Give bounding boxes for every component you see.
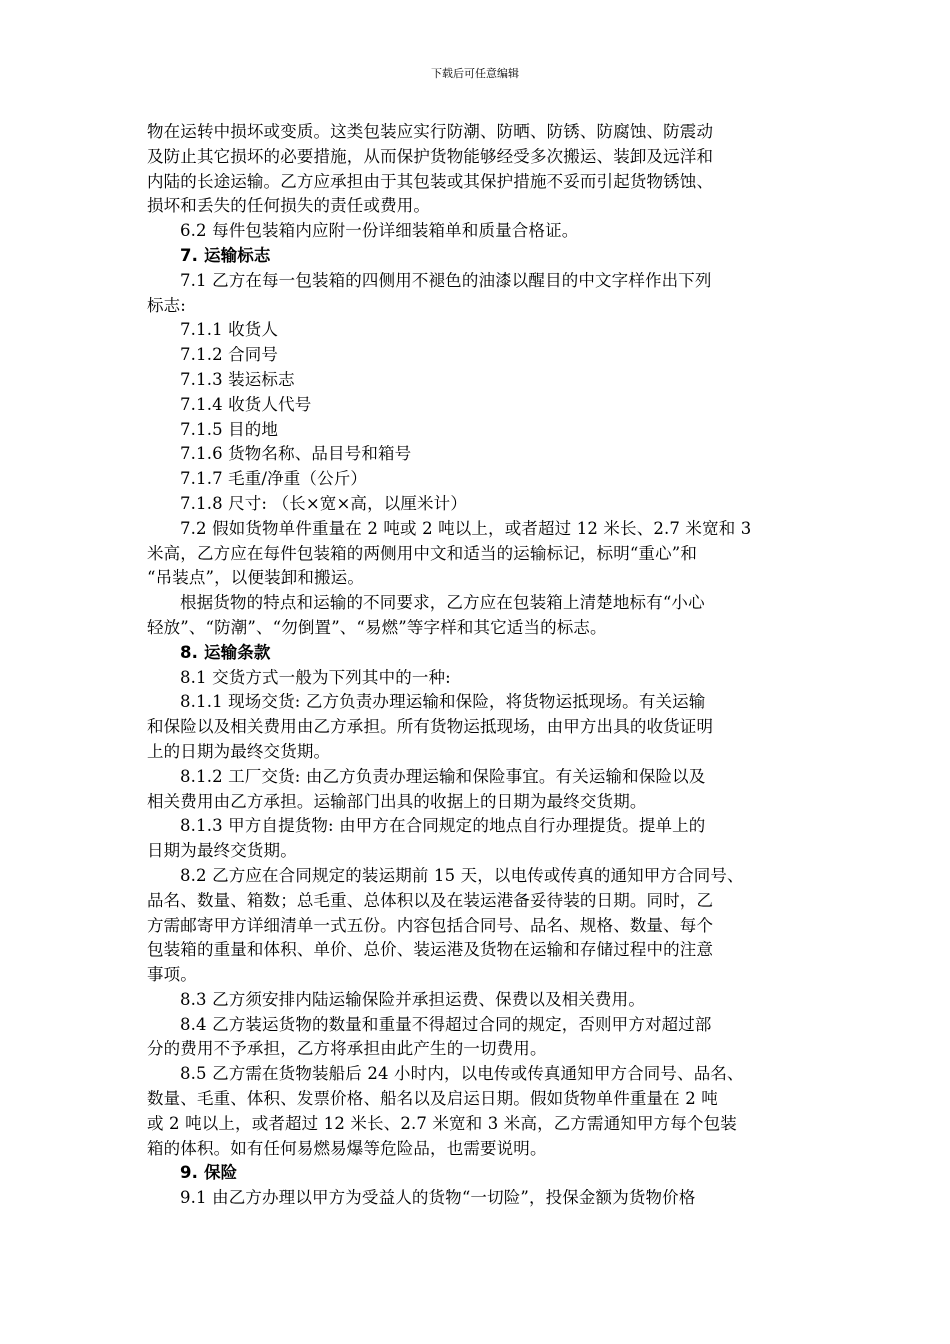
text-line: 8.1.3 甲方自提货物: 由甲方在合同规定的地点自行办理提货。提单上的 <box>180 816 706 836</box>
text-line: 内陆的长途运输。乙方应承担由于其包装或其保护措施不妥而引起货物锈蚀、 <box>147 171 714 191</box>
text-line: “吊装点”，以便装卸和搬运。 <box>147 568 364 588</box>
text-line: 7.1.7 毛重/净重（公斤） <box>180 469 368 489</box>
text-line: 事项。 <box>147 965 197 985</box>
text-line: 7.1.4 收货人代号 <box>180 394 312 414</box>
text-line: 分的费用不予承担，乙方将承担由此产生的一切费用。 <box>147 1039 547 1059</box>
text-line: 7.1 乙方在每一包装箱的四侧用不褪色的油漆以醒目的中文字样作出下列 <box>180 270 712 290</box>
text-line: 和保险以及相关费用由乙方承担。所有货物运抵现场，由甲方出具的收货证明 <box>147 717 714 737</box>
text-line: 7.1.3 装运标志 <box>180 369 295 389</box>
text-line: 8.1.1 现场交货: 乙方负责办理运输和保险，将货物运抵现场。有关运输 <box>180 692 706 712</box>
text-line: 包装箱的重量和体积、单价、总价、装运港及货物在运输和存储过程中的注意 <box>147 940 714 960</box>
text-line: 米高，乙方应在每件包装箱的两侧用中文和适当的运输标记，标明“重心”和 <box>147 543 697 563</box>
text-line: 轻放”、“防潮”、“勿倒置”、“易燃”等字样和其它适当的标志。 <box>147 617 607 637</box>
text-line: 8.1.2 工厂交货: 由乙方负责办理运输和保险事宜。有关运输和保险以及 <box>180 766 706 786</box>
text-line: 损坏和丢失的任何损失的责任或费用。 <box>147 196 431 216</box>
text-line: 7.1.8 尺寸: （长×宽×高，以厘米计） <box>180 493 467 513</box>
text-line: 7.1.6 货物名称、品目号和箱号 <box>180 444 412 464</box>
text-line: 7.1.2 合同号 <box>180 345 279 365</box>
section-heading: 7. 运输标志 <box>180 245 271 265</box>
text-line: 标志: <box>147 295 187 315</box>
text-line: 根据货物的特点和运输的不同要求，乙方应在包装箱上清楚地标有“小心 <box>180 593 705 613</box>
section-heading: 8. 运输条款 <box>180 642 271 662</box>
text-line: 日期为最终交货期。 <box>147 841 297 861</box>
text-line: 8.2 乙方应在合同规定的装运期前 15 天，以电传或传真的通知甲方合同号、 <box>180 865 744 885</box>
text-line: 7.2 假如货物单件重量在 2 吨或 2 吨以上，或者超过 12 米长、2.7 米宽和 3 <box>180 518 752 538</box>
text-line: 8.4 乙方装运货物的数量和重量不得超过合同的规定，否则甲方对超过部 <box>180 1014 712 1034</box>
text-line: 6.2 每件包装箱内应附一份详细装箱单和质量合格证。 <box>180 221 579 241</box>
text-line: 8.1 交货方式一般为下列其中的一种: <box>180 667 451 687</box>
text-line: 相关费用由乙方承担。运输部门出具的收据上的日期为最终交货期。 <box>147 791 647 811</box>
text-line: 及防止其它损坏的必要措施，从而保护货物能够经受多次搬运、装卸及远洋和 <box>147 146 714 166</box>
section-heading: 9. 保险 <box>180 1163 238 1183</box>
text-line: 8.3 乙方须安排内陆运输保险并承担运费、保费以及相关费用。 <box>180 989 645 1009</box>
text-line: 9.1 由乙方办理以甲方为受益人的货物“一切险”，投保金额为货物价格 <box>180 1188 696 1208</box>
text-line: 或 2 吨以上，或者超过 12 米长、2.7 米宽和 3 米高，乙方需通知甲方每个包装 <box>147 1113 737 1133</box>
text-line: 8.5 乙方需在货物装船后 24 小时内，以电传或传真通知甲方合同号、品名、 <box>180 1064 744 1084</box>
text-line: 上的日期为最终交货期。 <box>147 741 331 761</box>
text-line: 物在运转中损坏或变质。这类包装应实行防潮、防晒、防锈、防腐蚀、防震动 <box>147 122 714 141</box>
text-line: 7.1.5 目的地 <box>180 419 279 439</box>
text-line: 7.1.1 收货人 <box>180 320 279 340</box>
text-line: 数量、毛重、体积、发票价格、船名以及启运日期。假如货物单件重量在 2 吨 <box>147 1089 718 1109</box>
text-line: 箱的体积。如有任何易燃易爆等危险品，也需要说明。 <box>147 1138 547 1158</box>
text-line: 品名、数量、箱数；总毛重、总体积以及在装运港备妥待装的日期。同时，乙 <box>147 890 714 910</box>
page-header: 下载后可任意编辑 <box>431 67 519 80</box>
document-body <box>147 120 807 1211</box>
text-line: 方需邮寄甲方详细清单一式五份。内容包括合同号、品名、规格、数量、每个 <box>147 915 714 935</box>
